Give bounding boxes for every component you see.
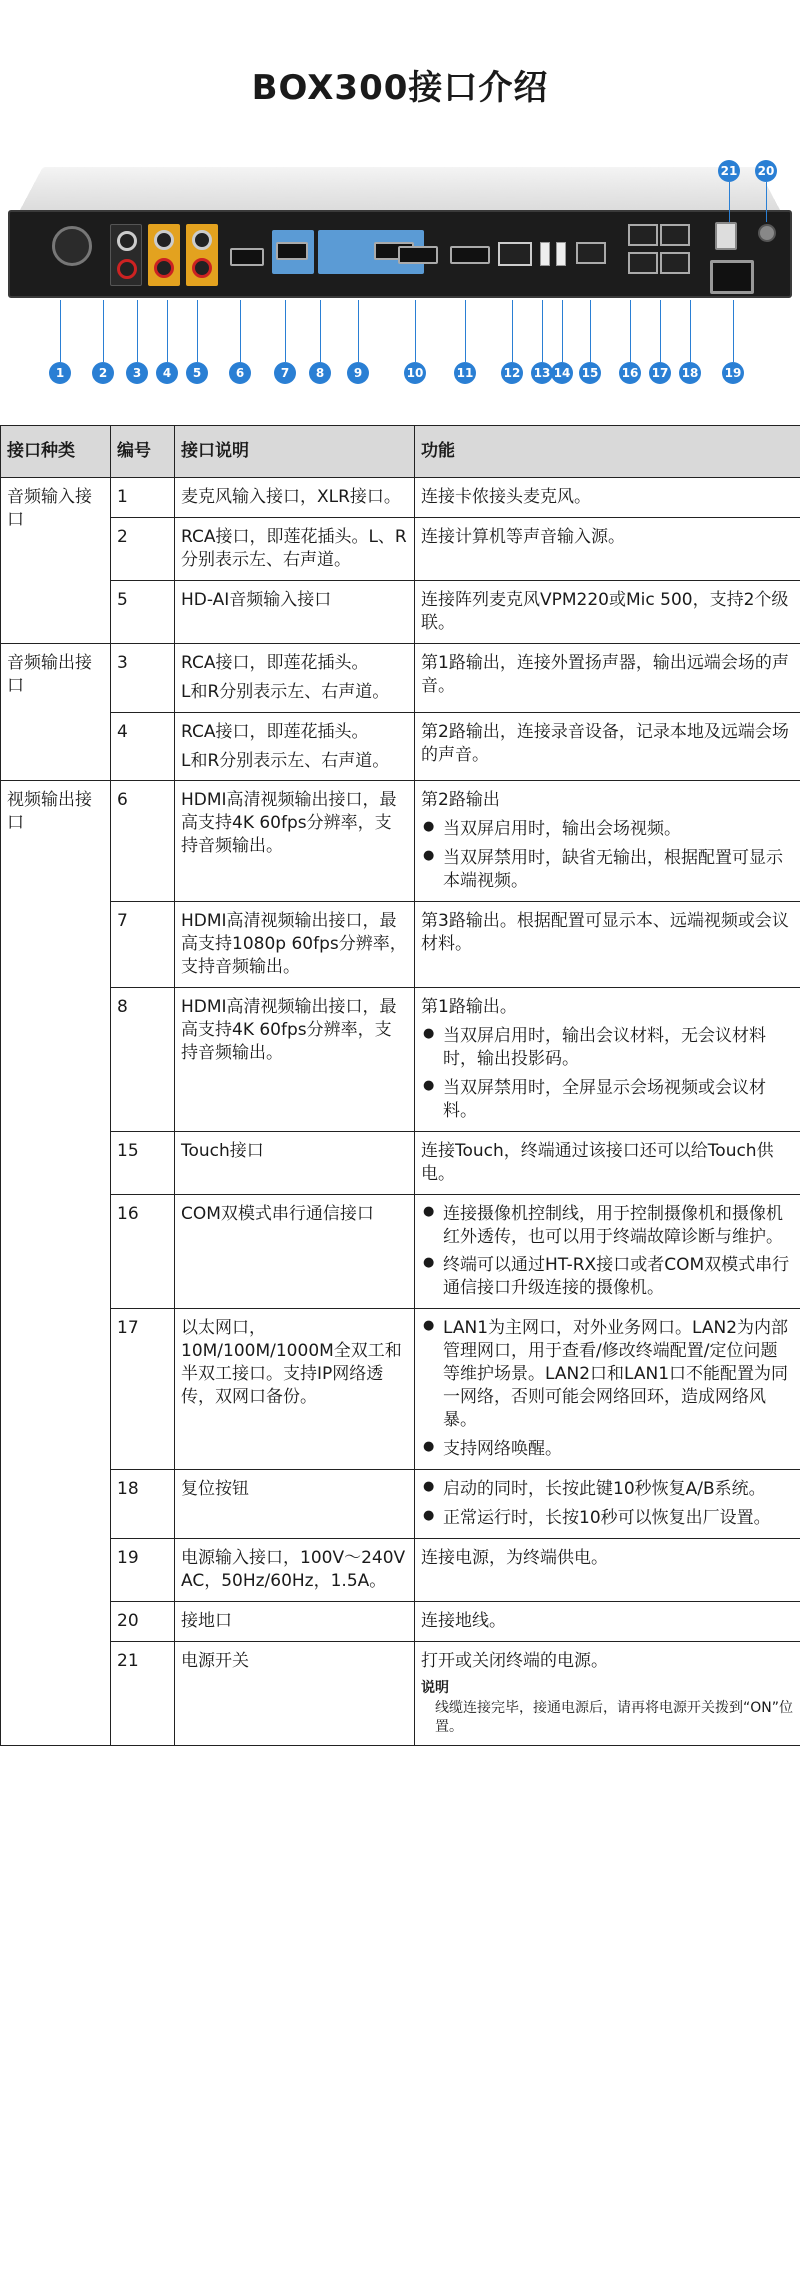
function-text: 第1路输出，连接外置扬声器，输出远端会场的声音。 <box>421 652 789 696</box>
cell-number: 18 <box>111 1469 175 1538</box>
function-bullets <box>421 1478 794 1530</box>
cell-description <box>175 1469 415 1538</box>
description-text: 复位按钮 <box>181 1478 249 1499</box>
description-text: 接地口 <box>181 1610 232 1631</box>
cell-number: 4 <box>111 712 175 781</box>
ethernet-port-icon <box>498 242 532 266</box>
description-text: 麦克风输入接口，XLR接口。 <box>181 487 401 507</box>
function-text: 连接电源，为终端供电。 <box>421 1547 608 1568</box>
function-bullets <box>421 1025 794 1123</box>
cell-function <box>415 478 800 518</box>
xlr-port-icon <box>52 226 92 266</box>
usb-port-icon-2 <box>556 242 566 266</box>
badge-3: 3 <box>126 362 148 384</box>
function-text: 第1路输出。 <box>421 997 517 1017</box>
cell-number: 21 <box>111 1641 175 1746</box>
table-row <box>1 988 800 1132</box>
power-socket-icon <box>710 260 754 294</box>
rca-output2-port-icon <box>186 224 218 286</box>
hdmi-port-icon <box>398 246 438 264</box>
device-rear-panel-image <box>0 150 800 390</box>
cell-function <box>415 712 800 781</box>
rca-input-port-icon <box>110 224 142 286</box>
touch-port-icon <box>576 242 606 264</box>
function-text: 打开或关闭终端的电源。 <box>421 1650 608 1671</box>
description-text: RCA接口，即莲花插头。L、R分别表示左、右声道。 <box>181 526 407 570</box>
table-row <box>1 517 800 580</box>
function-bullets <box>421 1203 794 1301</box>
leader-line <box>512 300 513 362</box>
bullet-item: ● 连接摄像机控制线，用于控制摄像机和摄像机红外透传，也可以用于终端故障诊断与维护。 <box>421 1203 794 1249</box>
cell-function <box>415 1601 800 1641</box>
badge-9: 9 <box>347 362 369 384</box>
description-text: HDMI高清视频输出接口，最高支持4K 60fps分辨率，支持音频输出。 <box>181 997 397 1063</box>
description-text: 电源开关 <box>181 1650 249 1671</box>
hdmi-out2-panel <box>272 230 314 274</box>
cell-description <box>175 517 415 580</box>
leader-line <box>197 300 198 362</box>
cell-description <box>175 1641 415 1746</box>
function-text: 第2路输出，连接录音设备，记录本地及远端会场的声音。 <box>421 721 789 765</box>
leader-line <box>729 182 730 222</box>
bullet-item: ● 正常运行时，长按10秒可以恢复出厂设置。 <box>421 1507 794 1530</box>
device-top-cover <box>20 167 780 210</box>
badge-21: 21 <box>718 160 740 182</box>
leader-line <box>590 300 591 362</box>
cell-description <box>175 643 415 712</box>
cell-description <box>175 1538 415 1601</box>
cell-number: 1 <box>111 478 175 518</box>
description-text: RCA接口，即莲花插头。 <box>181 721 369 742</box>
function-text: 连接地线。 <box>421 1610 506 1631</box>
leader-line <box>167 300 168 362</box>
leader-line <box>240 300 241 362</box>
leader-line <box>766 182 767 222</box>
badge-8: 8 <box>309 362 331 384</box>
bullet-item: ● 启动的同时，长按此键10秒恢复A/B系统。 <box>421 1478 794 1501</box>
cell-description <box>175 988 415 1132</box>
leader-line <box>285 300 286 362</box>
description-text: HD-AI音频输入接口 <box>181 589 332 610</box>
ground-terminal-icon <box>758 224 776 242</box>
description-text: 以太网口，10M/100M/1000M全双工和半双工接口。支持IP网络透传，双网口备份。 <box>181 1318 402 1408</box>
leader-line <box>690 300 691 362</box>
badge-12: 12 <box>501 362 523 384</box>
description-text: Touch接口 <box>181 1140 264 1161</box>
cell-number: 16 <box>111 1194 175 1309</box>
header-number: 编号 <box>111 426 175 478</box>
cell-number: 17 <box>111 1309 175 1470</box>
badge-5: 5 <box>186 362 208 384</box>
cell-function <box>415 1641 800 1746</box>
cell-description <box>175 781 415 902</box>
function-text: 第3路输出。根据配置可显示本、远端视频或会议材料。 <box>421 911 789 955</box>
cell-description <box>175 1309 415 1470</box>
interface-table-wrap <box>0 425 800 1746</box>
cell-function <box>415 580 800 643</box>
leader-line <box>137 300 138 362</box>
cell-category: 音频输入接口 <box>1 478 111 644</box>
bullet-item: ● LAN1为主网口，对外业务网口。LAN2为内部管理网口，用于查看/修改终端配置/定位问题等维护场景。LAN2口和LAN1口不能配置为同一网络，否则可能会网络回环，造成网络风暴。 <box>421 1317 794 1432</box>
badge-1: 1 <box>49 362 71 384</box>
table-row <box>1 643 800 712</box>
header-description: 接口说明 <box>175 426 415 478</box>
page-title: BOX300接口介绍 <box>251 68 549 108</box>
cell-number: 2 <box>111 517 175 580</box>
note-text: 线缆连接完毕，接通电源后，请再将电源开关拨到“ON”位置。 <box>435 1700 793 1736</box>
bullet-item: ● 当双屏禁用时，缺省无输出，根据配置可显示本端视频。 <box>421 847 794 893</box>
cell-number: 3 <box>111 643 175 712</box>
lan-port-icon <box>660 224 690 246</box>
table-row <box>1 1194 800 1309</box>
table-row <box>1 1131 800 1194</box>
bullet-item: ● 当双屏启用时，输出会议材料，无会议材料时，输出投影码。 <box>421 1025 794 1071</box>
cell-function <box>415 781 800 902</box>
bullet-item: ● 终端可以通过HT-RX接口或者COM双模式串行通信接口升级连接的摄像机。 <box>421 1254 794 1300</box>
function-text: 连接卡侬接头麦克风。 <box>421 487 591 507</box>
table-body <box>1 478 800 1746</box>
cell-description <box>175 1601 415 1641</box>
usb-port-icon <box>540 242 550 266</box>
cell-function <box>415 1469 800 1538</box>
table-row <box>1 1601 800 1641</box>
table-row <box>1 902 800 988</box>
leader-line <box>630 300 631 362</box>
header-function: 功能 <box>415 426 800 478</box>
description-text-2: L和R分别表示左、右声道。 <box>181 750 390 771</box>
description-text: HDMI高清视频输出接口，最高支持4K 60fps分辨率，支持音频输出。 <box>181 790 397 857</box>
badge-13: 13 <box>531 362 553 384</box>
table-row <box>1 781 800 902</box>
badge-11: 11 <box>454 362 476 384</box>
cell-number: 6 <box>111 781 175 902</box>
function-text: 第2路输出 <box>421 790 500 811</box>
leader-line <box>415 300 416 362</box>
cell-function <box>415 517 800 580</box>
cell-number: 20 <box>111 1601 175 1641</box>
badge-17: 17 <box>649 362 671 384</box>
badge-16: 16 <box>619 362 641 384</box>
description-text: 电源输入接口，100V～240V AC，50Hz/60Hz，1.5A。 <box>181 1547 406 1591</box>
device-back-face <box>8 210 792 298</box>
cell-function <box>415 902 800 988</box>
leader-line <box>465 300 466 362</box>
leader-line <box>103 300 104 362</box>
cell-number: 19 <box>111 1538 175 1601</box>
badge-14: 14 <box>551 362 573 384</box>
com-port-icon <box>628 224 658 246</box>
power-switch-icon <box>715 222 737 250</box>
description-text: RCA接口，即莲花插头。 <box>181 652 369 673</box>
badge-18: 18 <box>679 362 701 384</box>
function-text: 连接阵列麦克风VPM220或Mic 500，支持2个级联。 <box>421 589 789 633</box>
bullet-item: ● 支持网络唤醒。 <box>421 1438 794 1461</box>
cell-description <box>175 1131 415 1194</box>
cell-description <box>175 580 415 643</box>
badge-15: 15 <box>579 362 601 384</box>
cell-function <box>415 1309 800 1470</box>
leader-line <box>562 300 563 362</box>
description-text: HDMI高清视频输出接口，最高支持1080p 60fps分辨率，支持音频输出。 <box>181 911 407 978</box>
table-row <box>1 580 800 643</box>
table-row <box>1 1641 800 1746</box>
table-header-row <box>1 426 800 478</box>
bullet-item: ● 当双屏启用时，输出会场视频。 <box>421 818 794 841</box>
leader-line <box>358 300 359 362</box>
leader-line <box>60 300 61 362</box>
table-row <box>1 1538 800 1601</box>
description-text-2: L和R分别表示左、右声道。 <box>181 681 390 702</box>
function-bullets <box>421 818 794 893</box>
leader-line <box>320 300 321 362</box>
description-text: COM双模式串行通信接口 <box>181 1203 374 1224</box>
badge-19: 19 <box>722 362 744 384</box>
cell-number: 8 <box>111 988 175 1132</box>
cell-function <box>415 988 800 1132</box>
hd-ai-port-icon <box>230 248 264 266</box>
cell-description <box>175 1194 415 1309</box>
leader-line <box>660 300 661 362</box>
cell-number: 15 <box>111 1131 175 1194</box>
badge-6: 6 <box>229 362 251 384</box>
cell-function <box>415 643 800 712</box>
leader-line <box>542 300 543 362</box>
cell-description <box>175 712 415 781</box>
cell-category: 视频输出接口 <box>1 781 111 1746</box>
cell-number: 5 <box>111 580 175 643</box>
cell-function <box>415 1194 800 1309</box>
lan-port-icon-3 <box>660 252 690 274</box>
bullet-item: ● 当双屏禁用时，全屏显示会场视频或会议材料。 <box>421 1077 794 1123</box>
cell-description <box>175 902 415 988</box>
cell-function <box>415 1538 800 1601</box>
badge-4: 4 <box>156 362 178 384</box>
badge-2: 2 <box>92 362 114 384</box>
rca-output1-port-icon <box>148 224 180 286</box>
badge-20: 20 <box>755 160 777 182</box>
cell-function <box>415 1131 800 1194</box>
lan-port-icon-2 <box>628 252 658 274</box>
hdmi-port-icon-2 <box>450 246 490 264</box>
table-row <box>1 478 800 518</box>
header-category: 接口种类 <box>1 426 111 478</box>
table-row <box>1 1309 800 1470</box>
note-title: 说明 <box>421 1679 449 1696</box>
interface-table <box>0 425 800 1746</box>
leader-line <box>733 300 734 362</box>
function-bullets <box>421 1317 794 1461</box>
table-row <box>1 712 800 781</box>
badge-7: 7 <box>274 362 296 384</box>
table-row <box>1 1469 800 1538</box>
badge-10: 10 <box>404 362 426 384</box>
cell-number: 7 <box>111 902 175 988</box>
function-text: 连接Touch，终端通过该接口还可以给Touch供电。 <box>421 1140 774 1184</box>
function-text: 连接计算机等声音输入源。 <box>421 526 625 547</box>
cell-category: 音频输出接口 <box>1 643 111 781</box>
cell-description <box>175 478 415 518</box>
